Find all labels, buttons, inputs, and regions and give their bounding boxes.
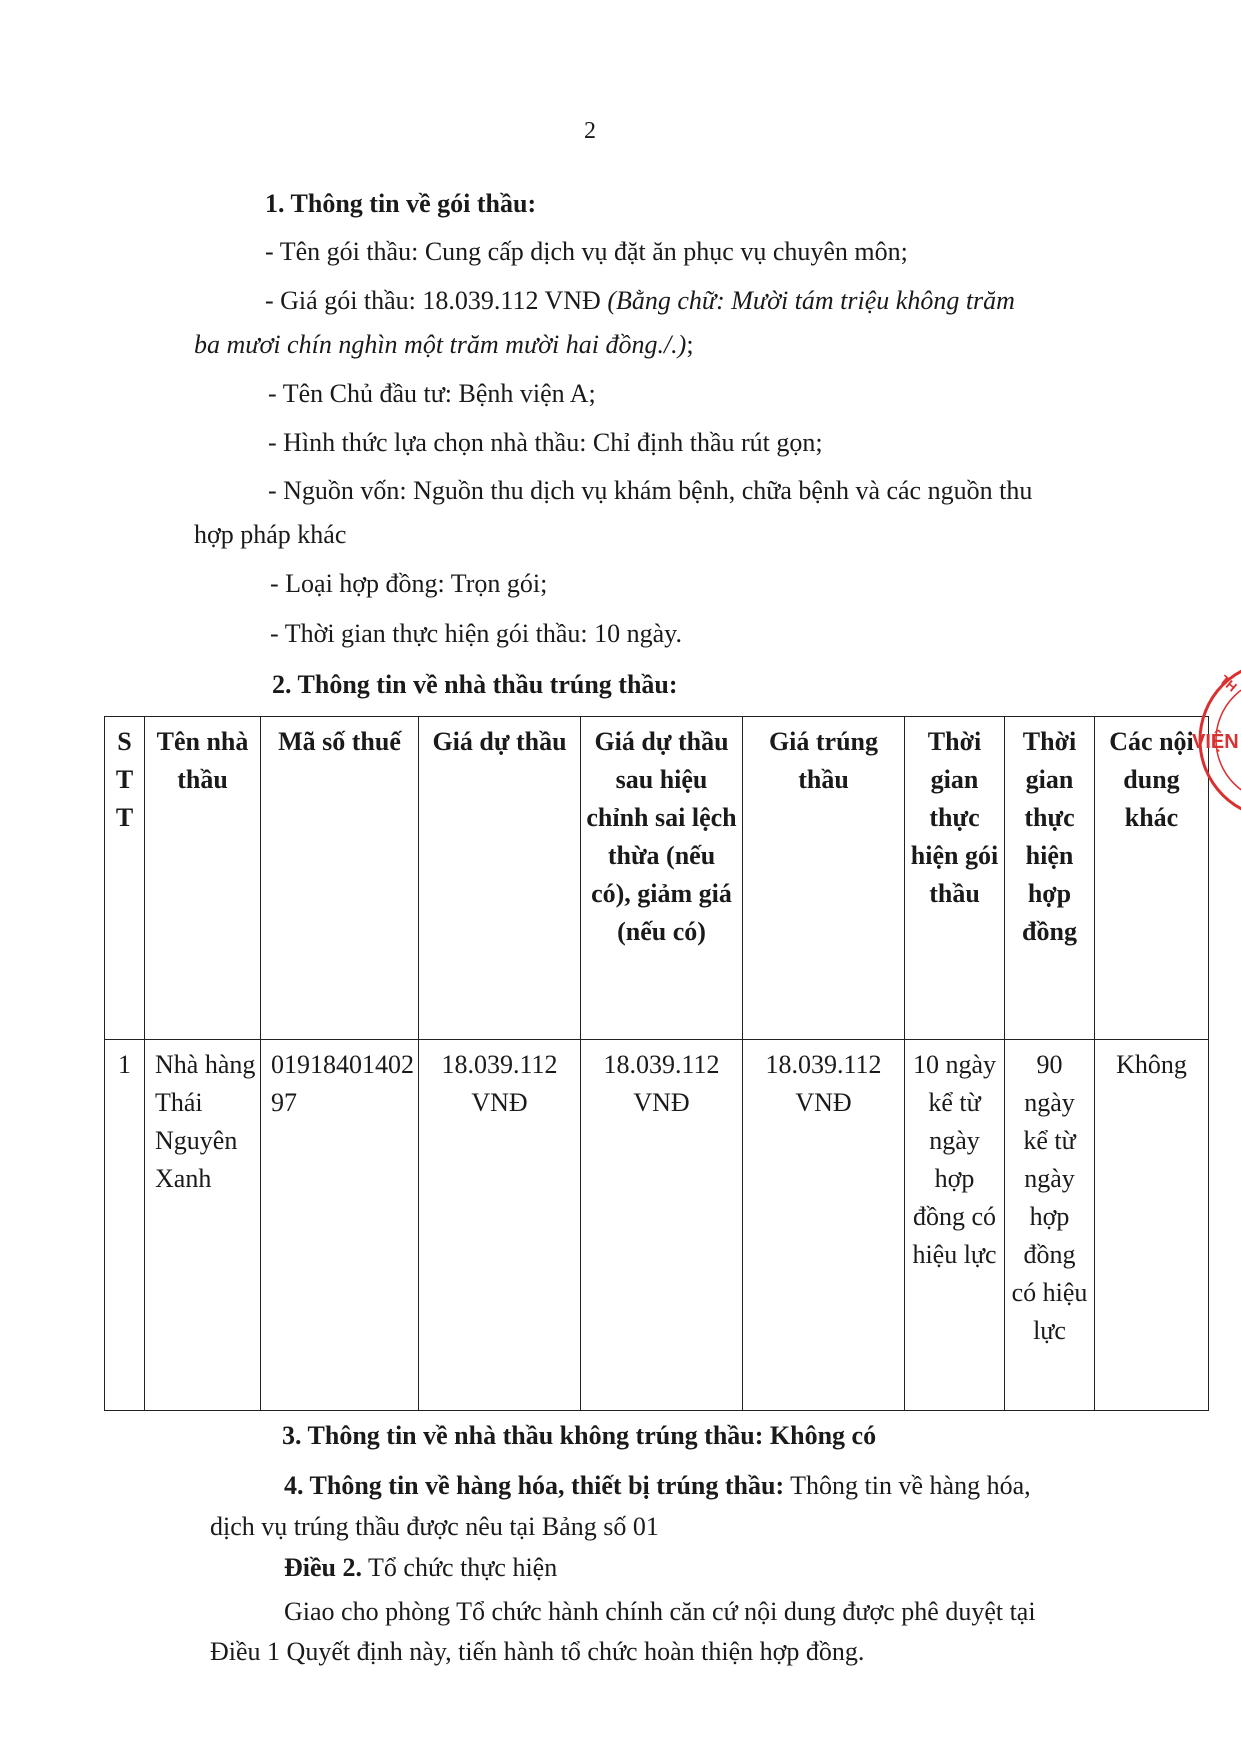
header-bidder-name: Tên nhà thầu [145, 717, 261, 1040]
header-stt-s: S [117, 727, 132, 756]
package-price-line-2 [194, 329, 694, 361]
article2-text-1: Giao cho phòng Tổ chức hành chính căn cứ nội dung được phê duyệt tại [284, 1597, 1036, 1626]
cell-other-content: Không [1095, 1040, 1209, 1411]
fund-source-line-1: - Nguồn vốn: Nguồn thu dịch vụ khám bệnh, chữa bệnh và các nguồn thu [268, 476, 1033, 505]
cell-tax-code: 0191840140297 [261, 1040, 419, 1411]
cell-bid-price: 18.039.112 VNĐ [419, 1040, 581, 1411]
fund-source-line-2: hợp pháp khác [194, 520, 347, 549]
section4-heading: 4. Thông tin về hàng hóa, thiết bị trúng thầu: [284, 1471, 785, 1500]
section1-heading: 1. Thông tin về gói thầu: [265, 189, 537, 218]
stamp-text-th: TH [1216, 672, 1240, 695]
cell-winning-price: 18.039.112 VNĐ [743, 1040, 905, 1411]
header-stt-t2: T [115, 803, 134, 832]
table-header-row [105, 717, 1209, 1040]
header-tax-code: Mã số thuế [261, 717, 419, 1040]
winning-bidder-table [104, 716, 1209, 1411]
article2-heading [284, 1552, 557, 1584]
page-number: 2 [584, 118, 596, 144]
header-stt-t1: T [115, 765, 134, 794]
header-other-content: Các nội dung khác [1095, 717, 1209, 1040]
package-price-words-end: ; [686, 330, 694, 359]
section4-text-1: Thông tin về hàng hóa, [784, 1471, 1031, 1500]
section4-line-2: dịch vụ trúng thầu được nêu tại Bảng số 01 [210, 1512, 659, 1541]
package-price-prefix: - Giá gói thầu: 18.039.112 VNĐ [265, 286, 608, 315]
stamp-inner-ring [1216, 678, 1241, 802]
package-name-line: - Tên gói thầu: Cung cấp dịch vụ đặt ăn phục vụ chuyên môn; [265, 237, 908, 266]
stamp-text-vien: VIỆN [1192, 731, 1239, 753]
section4-line-1 [284, 1470, 1031, 1502]
header-stt [105, 717, 145, 1040]
selection-method-line: - Hình thức lựa chọn nhà thầu: Chỉ định thầu rút gọn; [268, 428, 823, 457]
duration-line: - Thời gian thực hiện gói thầu: 10 ngày. [270, 619, 682, 648]
cell-stt: 1 [105, 1040, 145, 1411]
section2-heading: 2. Thông tin về nhà thầu trúng thầu: [272, 670, 678, 699]
article2-title: Tổ chức thực hiện [362, 1553, 558, 1582]
cell-adjusted-price: 18.039.112 VNĐ [581, 1040, 743, 1411]
header-bid-price: Giá dự thầu [419, 717, 581, 1040]
header-adjusted-price: Giá dự thầu sau hiệu chỉnh sai lệch thừa (nếu có), giảm giá (nếu có) [581, 717, 743, 1040]
section3-text: 3. Thông tin về nhà thầu không trúng thầu: Không có [282, 1421, 877, 1450]
header-package-time: Thời gian thực hiện gói thầu [905, 717, 1005, 1040]
article2-text-2: Điều 1 Quyết định này, tiến hành tổ chức hoàn thiện hợp đồng. [210, 1637, 865, 1666]
package-price-words-2: ba mươi chín nghìn một trăm mười hai đồng./.) [194, 330, 687, 359]
table-row [105, 1040, 1209, 1411]
header-winning-price: Giá trúng thầu [743, 717, 905, 1040]
investor-line: - Tên Chủ đầu tư: Bệnh viện A; [268, 379, 596, 408]
header-contract-time: Thời gian thực hiện hợp đồng [1005, 717, 1095, 1040]
contract-type-line: - Loại hợp đồng: Trọn gói; [270, 569, 548, 598]
cell-package-time: 10 ngày kể từ ngày hợp đồng có hiệu lực [905, 1040, 1005, 1411]
package-price-words-1: (Bằng chữ: Mười tám triệu không trăm [607, 286, 1015, 315]
cell-contract-time: 90 ngày kể từ ngày hợp đồng có hiệu lực [1005, 1040, 1095, 1411]
package-price-line [265, 285, 1015, 317]
cell-bidder-name: Nhà hàng Thái Nguyên Xanh [145, 1040, 261, 1411]
article2-label: Điều 2. [284, 1553, 362, 1582]
